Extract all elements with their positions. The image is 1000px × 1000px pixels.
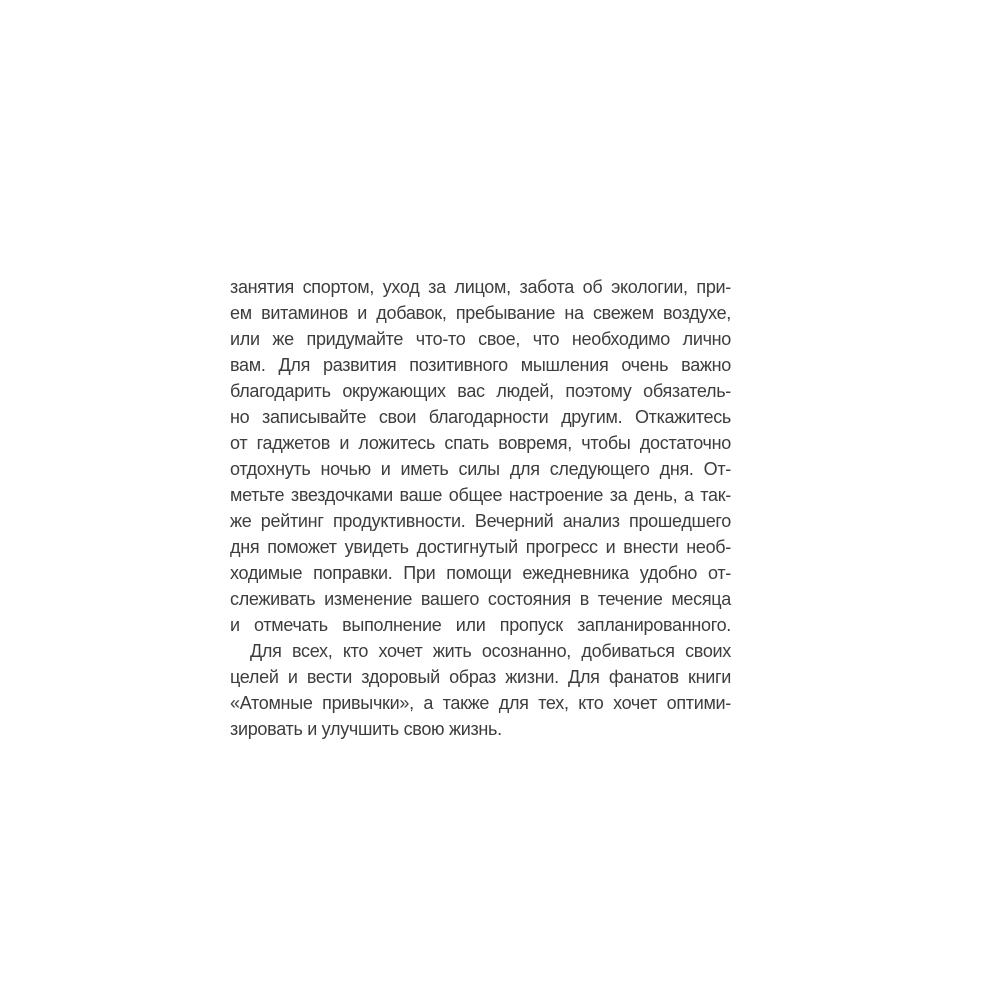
paragraph bbox=[230, 274, 731, 638]
text-line: слеживать изменение вашего состояния в течение месяца bbox=[230, 589, 731, 609]
text-line: но записывайте свои благодарности другим. Откажитесь bbox=[230, 407, 731, 427]
text-line: благодарить окружающих вас людей, поэтому обязатель- bbox=[230, 381, 731, 401]
page-text-block bbox=[230, 274, 731, 742]
text-line: и отмечать выполнение или пропуск запланированного. bbox=[230, 615, 731, 635]
text-line: целей и вести здоровый образ жизни. Для фанатов книги bbox=[230, 667, 731, 687]
text-line: же рейтинг продуктивности. Вечерний анализ прошедшего bbox=[230, 511, 731, 531]
text-line: дня поможет увидеть достигнутый прогресс и внести необ- bbox=[230, 537, 731, 557]
text-line: «Атомные привычки», а также для тех, кто хочет оптими- bbox=[230, 693, 731, 713]
text-line: или же придумайте что-то свое, что необходимо лично bbox=[230, 329, 731, 349]
text-line: вам. Для развития позитивного мышления очень важно bbox=[230, 355, 731, 375]
text-line: ем витаминов и добавок, пребывание на свежем воздухе, bbox=[230, 303, 731, 323]
paragraph bbox=[230, 638, 731, 742]
text-line: занятия спортом, уход за лицом, забота об экологии, при- bbox=[230, 277, 731, 297]
text-line: от гаджетов и ложитесь спать вовремя, чтобы достаточно bbox=[230, 433, 731, 453]
text-line: ходимые поправки. При помощи ежедневника удобно от- bbox=[230, 563, 731, 583]
text-line: метьте звездочками ваше общее настроение за день, а так- bbox=[230, 485, 731, 505]
text-line: отдохнуть ночью и иметь силы для следующего дня. От- bbox=[230, 459, 731, 479]
text-line: Для всех, кто хочет жить осознанно, добиваться своих bbox=[250, 641, 731, 661]
text-line: зировать и улучшить свою жизнь. bbox=[230, 719, 502, 739]
